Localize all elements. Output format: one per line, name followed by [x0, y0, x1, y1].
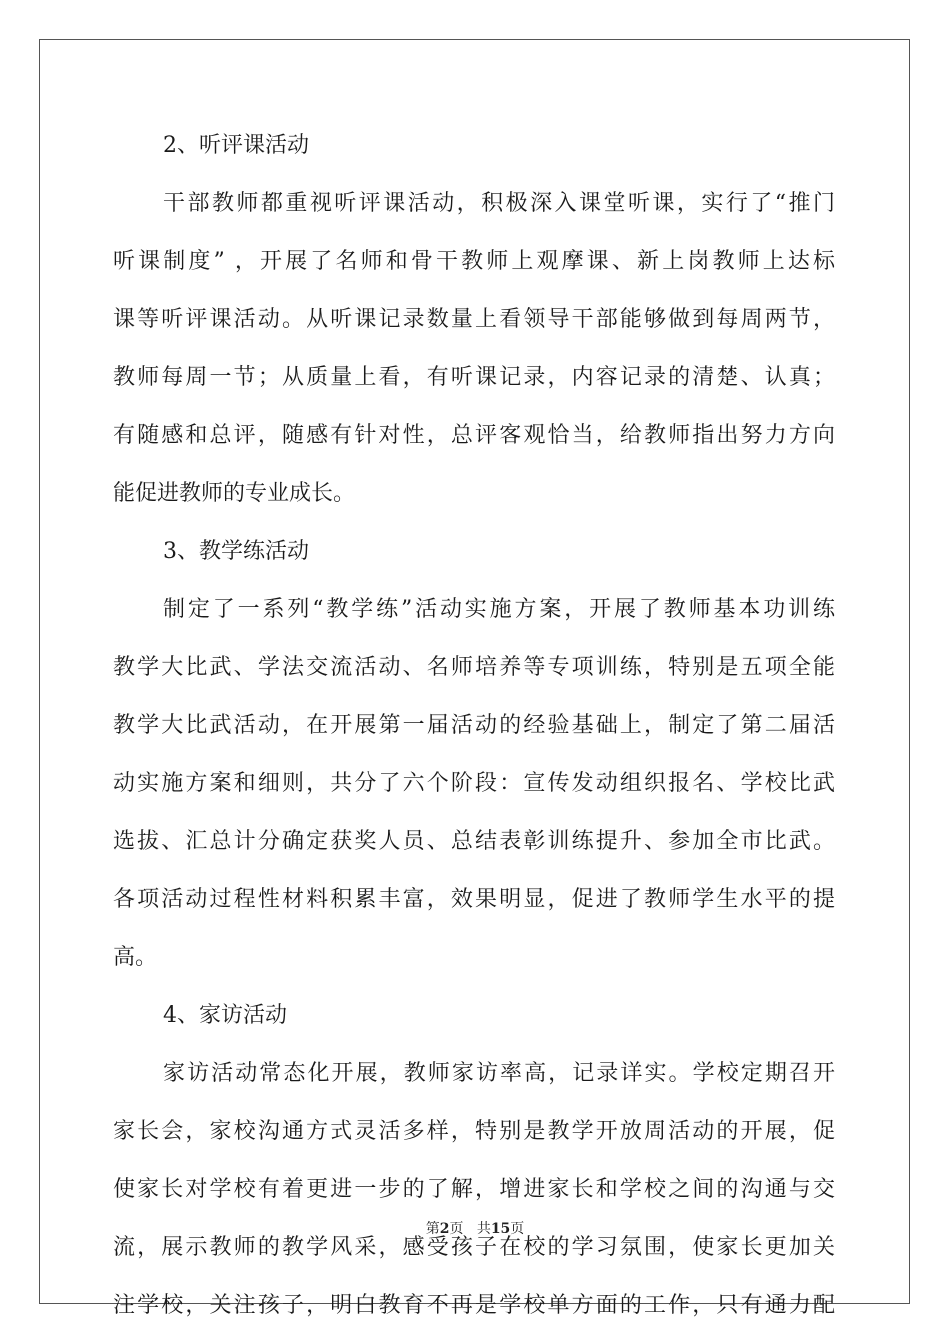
- paragraph-line: 能促进教师的专业成长。: [113, 481, 356, 506]
- paragraph-line: 教学大比武、学法交流活动、名师培养等专项训练，特别是五项全能: [113, 655, 835, 680]
- paragraph-line: 干部教师都重视听评课活动，积极深入课堂听课，实行了“推门: [163, 191, 835, 216]
- page-prefix: 第: [425, 1221, 440, 1237]
- paragraph-line: 教学大比武活动，在开展第一届活动的经验基础上，制定了第二届活: [113, 713, 835, 738]
- paragraph-line: 选拔、汇总计分确定获奖人员、总结表彰训练提升、参加全市比武。: [113, 829, 835, 854]
- page-footer: [0, 1218, 950, 1238]
- paragraph-line: 动实施方案和细则，共分了六个阶段：宣传发动组织报名、学校比武: [113, 771, 835, 796]
- section-heading: 2、听评课活动: [163, 133, 309, 158]
- paragraph-line: 制定了一系列“教学练”活动实施方案，开展了教师基本功训练: [163, 597, 835, 622]
- paragraph-line: 家长会，家校沟通方式灵活多样，特别是教学开放周活动的开展，促: [113, 1119, 835, 1144]
- paragraph-line: 家访活动常态化开展，教师家访率高，记录详实。学校定期召开: [163, 1061, 835, 1086]
- total-pages: 15: [490, 1221, 511, 1237]
- paragraph-line: 注学校，关注孩子，明白教育不再是学校单方面的工作，只有通力配: [113, 1293, 835, 1318]
- paragraph-line: 使家长对学校有着更进一步的了解，增进家长和学校之间的沟通与交: [113, 1177, 835, 1202]
- paragraph-line: 流，展示教师的教学风采，感受孩子在校的学习氛围，使家长更加关: [113, 1235, 835, 1260]
- total-prefix: 共: [476, 1221, 491, 1237]
- paragraph-line: 听课制度” ，开展了名师和骨干教师上观摩课、新上岗教师上达标: [113, 249, 835, 274]
- paragraph-line: 课等听评课活动。从听课记录数量上看领导干部能够做到每周两节，: [113, 307, 835, 332]
- paragraph-line: 高。: [113, 945, 158, 970]
- document-body: [113, 117, 835, 1335]
- page-suffix: 页: [449, 1221, 464, 1237]
- paragraph-line: 各项活动过程性材料积累丰富，效果明显，促进了教师学生水平的提: [113, 887, 835, 912]
- page-number: 2: [439, 1221, 450, 1237]
- paragraph-line: 有随感和总评，随感有针对性，总评客观恰当，给教师指出努力方向: [113, 423, 835, 448]
- section-heading: 3、教学练活动: [163, 539, 309, 564]
- paragraph-line: 教师每周一节；从质量上看，有听课记录，内容记录的清楚、认真；: [113, 365, 835, 390]
- section-heading: 4、家访活动: [163, 1003, 287, 1028]
- total-suffix: 页: [510, 1221, 525, 1237]
